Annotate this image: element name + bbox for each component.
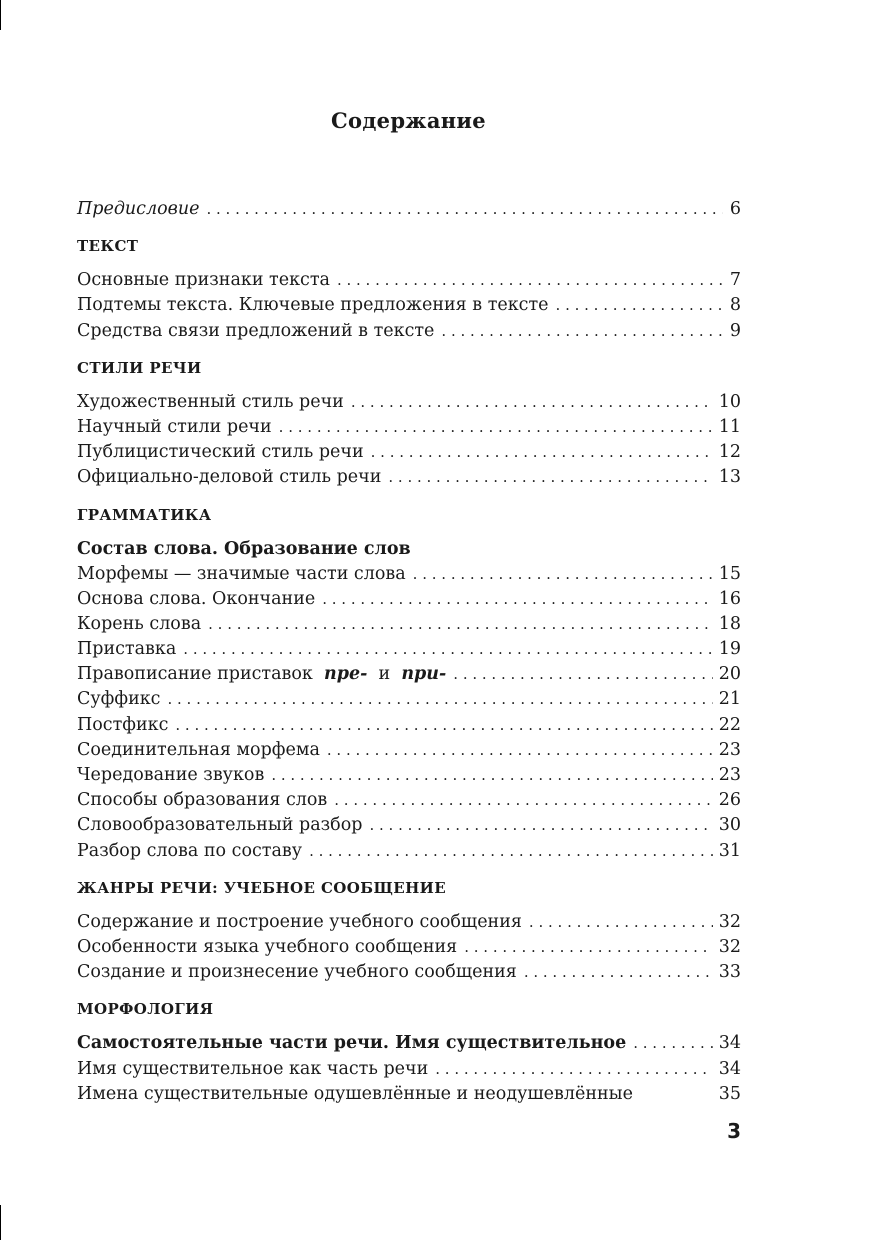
toc-entry[interactable] [77,293,741,318]
toc-entry-text: Постфикс [77,714,169,735]
toc-entry[interactable] [77,687,741,712]
dot-leader [369,813,712,838]
dot-leader [183,637,712,662]
dot-leader [388,465,712,490]
toc-entry[interactable] [77,1057,741,1082]
prefix-term: пре- [324,664,368,685]
toc-entry-title [77,197,199,222]
toc-entry-title [77,935,457,960]
dot-leader [309,839,713,864]
toc-entry[interactable] [77,813,741,838]
toc-page-number: 26 [718,790,741,811]
toc-entry-text: Способы образования слов [77,790,328,811]
toc-page-number: 6 [729,199,741,219]
toc-entry-title [77,788,327,813]
toc-page-number: 16 [718,588,741,609]
toc-entry[interactable] [77,562,741,587]
dot-leader [524,960,713,985]
toc-entry-title [77,637,176,662]
dot-leader [271,763,712,788]
dot-leader [453,662,712,687]
toc-entry-text: Публицистический стиль речи [77,442,364,463]
toc-entry[interactable] [77,268,741,293]
dot-leader [464,935,712,960]
toc-entry[interactable] [77,440,741,465]
page-title: Содержание [331,108,486,133]
toc-page-number: 34 [718,1058,741,1079]
toc-page-number: 9 [729,320,741,341]
dot-leader [279,415,713,440]
toc-entry-text: Особенности языка учебного сообщения [77,936,458,957]
toc-entry-title [77,1057,428,1082]
toc-page-number: 12 [718,442,741,463]
toc-page-number: 18 [718,613,741,634]
toc-entry-text: Основные признаки текста [77,270,330,291]
toc-entry-title [77,839,302,864]
toc-entry-text: Официально-деловой стиль речи [77,467,382,488]
toc-entry[interactable] [77,662,741,687]
toc-entry[interactable] [77,197,741,222]
section-heading: ТЕКСТ [77,237,139,256]
toc-page-number: 20 [718,664,741,685]
toc-entry[interactable] [77,587,741,612]
toc-page-number: 21 [718,689,741,710]
toc-entry-title [77,763,264,788]
toc-entry-text: Основа слова. Окончание [77,588,316,609]
toc-page-number: 23 [718,765,741,785]
toc-page-number: 15 [718,563,741,584]
toc-page-number: 32 [718,911,741,932]
toc-page-number: 34 [718,1033,741,1054]
toc-page-number: 31 [718,840,741,861]
toc-entry[interactable] [77,415,741,440]
toc-entry[interactable] [77,390,741,415]
toc-entry-title [77,1082,711,1107]
toc-entry-text: Приставка [77,639,177,660]
toc-entry-title [77,813,362,838]
toc-page-number: 10 [718,391,741,412]
toc-entry-title [77,390,344,415]
toc-entry-text: Имена существительные одушевлённые и неодушевлённые [77,1083,633,1104]
dot-leader [175,713,712,738]
toc-entry-text: Содержание и построение учебного сообщения [77,911,522,932]
toc-page-number: 23 [718,739,741,760]
toc-entry-title [77,465,381,490]
toc-entry-text: Самостоятельные части речи. Имя существительное [77,1033,627,1054]
dot-leader [327,738,713,763]
toc-entry-title [77,440,364,465]
toc-entry[interactable] [77,637,741,662]
dot-leader [441,319,723,344]
toc-entry-text: Словообразовательный разбор [77,815,363,836]
toc-page-number: 22 [718,714,741,735]
toc-entry-text: Создание и произнесение учебного сообщения [77,962,517,983]
toc-entry[interactable] [77,738,741,763]
toc-entry-title [77,687,160,712]
toc-entry-title [77,662,446,687]
toc-page-number: 19 [718,639,741,660]
toc-entry-text: Разбор слова по составу [77,840,303,861]
toc-entry[interactable] [77,935,741,960]
toc-entry[interactable] [77,788,741,813]
dot-leader [167,687,712,712]
toc-entry-text: Суффикс [77,689,161,710]
dot-leader [206,197,723,222]
toc-entry[interactable] [77,612,741,637]
toc-entry-text: Научный стили речи [77,416,272,437]
section-heading: СТИЛИ РЕЧИ [77,358,202,377]
toc-entry[interactable] [77,960,741,985]
dot-leader [337,268,723,293]
table-of-contents [77,197,741,1107]
section-heading: ГРАММАТИКА [77,505,212,524]
toc-entry-title [77,268,330,293]
toc-entry[interactable] [77,465,741,490]
toc-entry[interactable] [77,763,741,788]
toc-page-number: 7 [729,270,741,291]
toc-entry-text: Имя существительное как часть речи [77,1058,429,1079]
toc-entry[interactable] [77,910,741,935]
toc-entry-title [77,612,201,637]
toc-entry-text: Подтемы текста. Ключевые предложения в тексте [77,295,549,316]
section-heading: ЖАНРЫ РЕЧИ: УЧЕБНОЕ СООБЩЕНИЕ [77,878,447,897]
dot-leader [556,293,723,318]
toc-page-number: 32 [718,936,741,957]
toc-entry-title [77,293,549,318]
dot-leader [334,788,712,813]
section-heading: МОРФОЛОГИЯ [77,1000,214,1019]
dot-leader [413,562,713,587]
toc-entry-title [77,319,434,344]
toc-entry[interactable] [77,319,741,344]
crop-mark-top [0,0,1,30]
toc-entry-text: Корень слова [77,613,202,634]
toc-entry-title [77,415,272,440]
toc-entry[interactable] [77,1031,741,1056]
toc-entry-text: Морфемы — значимые части слова [77,563,406,584]
toc-entry-text: Предисловие [77,199,200,219]
subsection-heading: Состав слова. Образование слов [77,538,411,559]
toc-entry[interactable] [77,839,741,864]
toc-entry-title [77,562,406,587]
toc-entry-text: Художественный стиль речи [77,391,344,412]
toc-entry-title [77,1031,626,1056]
toc-page-number: 13 [718,467,741,488]
dot-leader [322,587,712,612]
toc-page-number: 8 [729,295,741,316]
page-number: 3 [727,1119,741,1143]
toc-entry[interactable] [77,1082,741,1107]
toc-entry[interactable] [77,713,741,738]
toc-entry-title [77,960,517,985]
toc-page-number: 11 [718,416,741,437]
prefix-term: при- [401,664,447,685]
dot-leader [529,910,713,935]
toc-entry-title [77,738,320,763]
dot-leader [351,390,713,415]
toc-entry-text: Средства связи предложений в тексте [77,320,435,341]
dot-leader [371,440,713,465]
crop-mark-bottom [0,1205,1,1240]
toc-entry-title [77,713,168,738]
toc-page-number: 30 [718,815,741,836]
dot-leader [633,1031,713,1056]
dot-leader [208,612,713,637]
toc-entry-title [77,910,522,935]
dot-leader [435,1057,712,1082]
toc-entry-text: Чередование звуков [77,765,265,785]
toc-entry-text: Правописание приставок [77,664,313,685]
toc-entry-text: Соединительная морфема [77,739,320,760]
toc-entry-title [77,587,315,612]
conjunction: и [378,664,391,685]
toc-page-number: 35 [718,1083,741,1104]
toc-page-number: 33 [718,962,741,983]
